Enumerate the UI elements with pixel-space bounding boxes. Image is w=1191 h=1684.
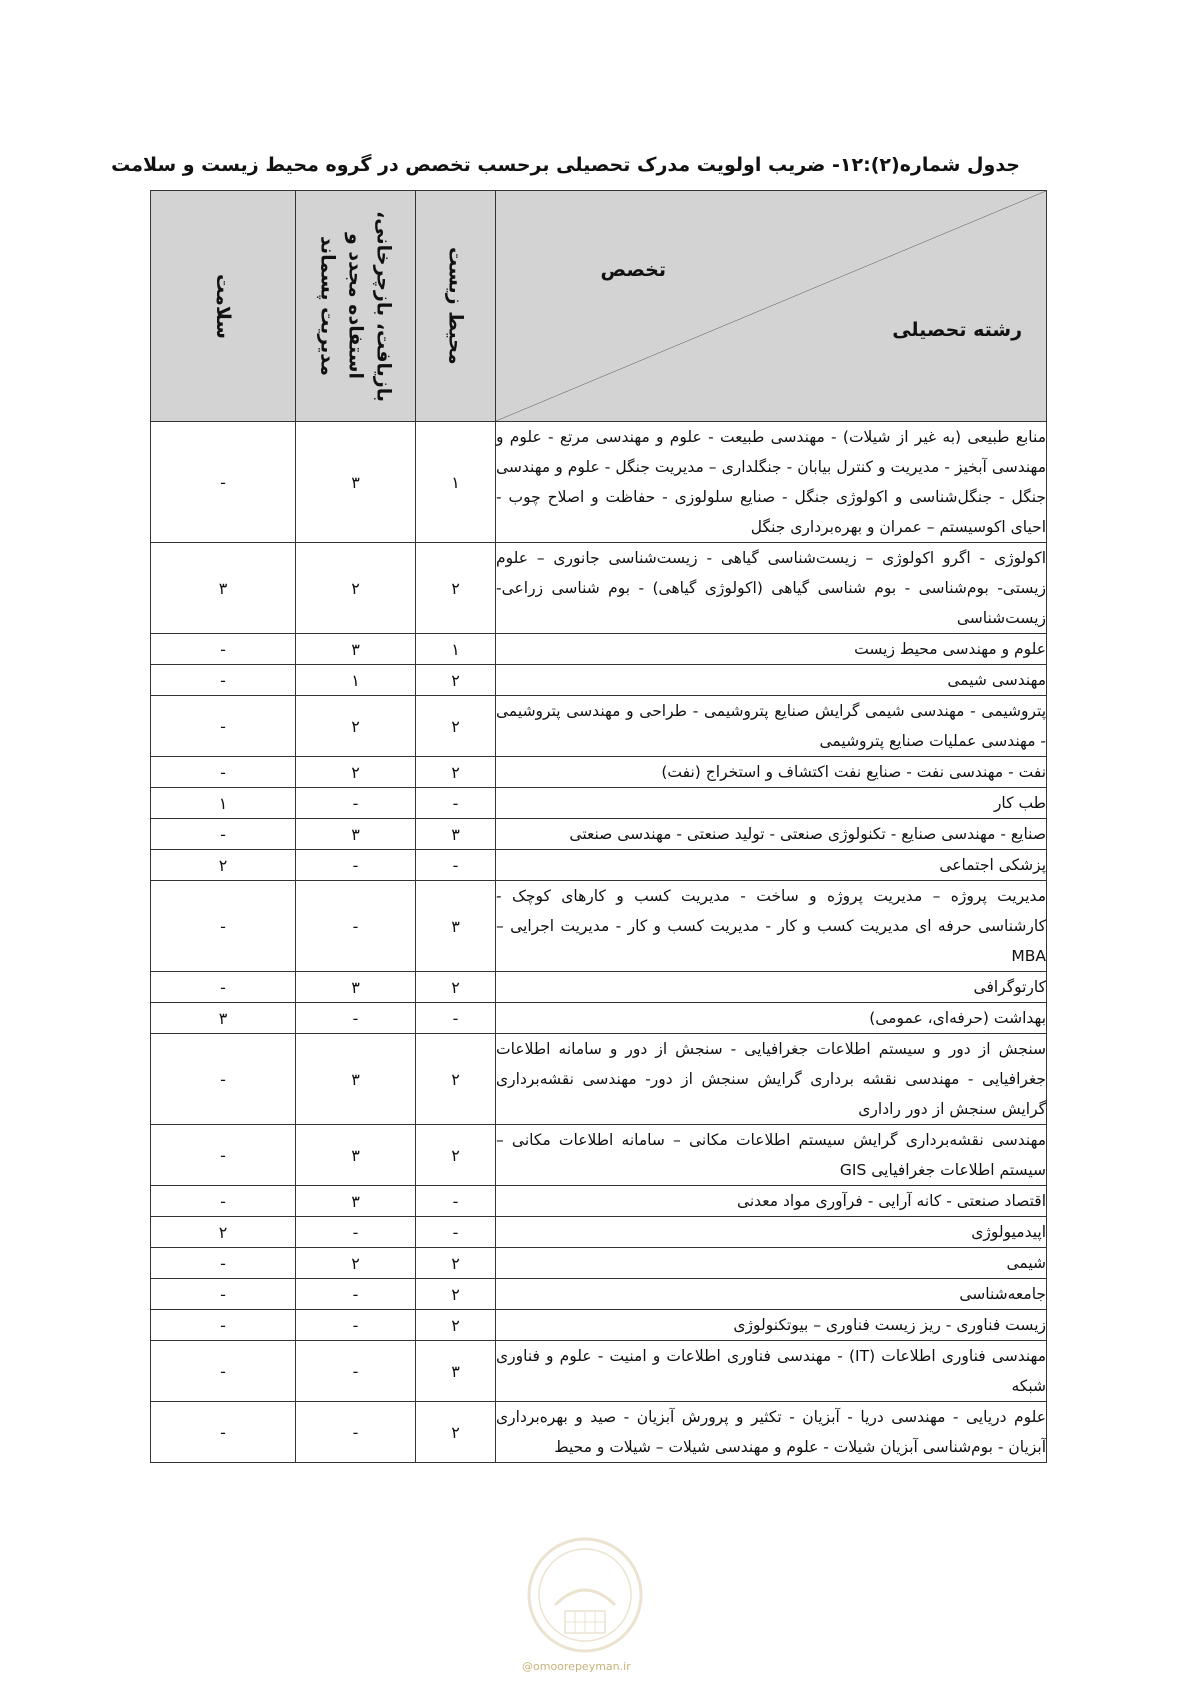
health-value-cell: ۲ [151,850,296,881]
header-health [151,191,296,422]
table-row [151,1217,1047,1248]
health-value-cell: - [151,757,296,788]
table-header-row [151,191,1047,422]
field-cell: سنجش از دور و سیستم اطلاعات جغرافیایی - سنجش از دور و سامانه اطلاعات جغرافیایی - مهندسی نقشه برداری گرایش سنجش از دور- مهندسی نقشه‌برداری گرایش سنجش از دور راداری [496,1034,1047,1125]
health-value-cell: ۳ [151,543,296,634]
waste-value-cell: - [296,881,416,972]
table-row [151,1279,1047,1310]
env-value-cell: ۲ [416,543,496,634]
field-cell: اپیدمیولوژی [496,1217,1047,1248]
field-cell: کارتوگرافی [496,972,1047,1003]
field-cell: اقتصاد صنعتی - کانه آرایی - فرآوری مواد معدنی [496,1186,1047,1217]
waste-value-cell: ۳ [296,422,416,543]
waste-value-cell: - [296,1217,416,1248]
env-value-cell: ۲ [416,1034,496,1125]
waste-value-cell: ۲ [296,1248,416,1279]
seal-watermark-icon [525,1535,645,1655]
env-value-cell: ۳ [416,819,496,850]
health-value-cell: - [151,1279,296,1310]
table-row [151,757,1047,788]
field-cell: منابع طبیعی (به غیر از شیلات) - مهندسی طبیعت - علوم و مهندسی مرتع - علوم و مهندسی آبخیز - مدیریت و کنترل بیابان - جنگلداری – مدیریت جنگل - علوم و مهندسی جنگل - جنگل‌شناسی و اکولوژی جنگل - صنایع سلولوزی - حفاظت و اصلاح چوب - احیای اکوسیستم – عمران و بهره‌برداری جنگل [496,422,1047,543]
env-value-cell: ۲ [416,972,496,1003]
env-value-cell: ۲ [416,1310,496,1341]
waste-value-cell: ۳ [296,634,416,665]
header-env-label: محیط زیست [444,247,467,365]
field-cell: علوم و مهندسی محیط زیست [496,634,1047,665]
env-value-cell: - [416,1217,496,1248]
field-cell: شیمی [496,1248,1047,1279]
field-cell: صنایع - مهندسی صنایع - تکنولوژی صنعتی - تولید صنعتی - مهندسی صنعتی [496,819,1047,850]
health-value-cell: - [151,696,296,757]
env-value-cell: - [416,850,496,881]
waste-value-cell: ۳ [296,972,416,1003]
health-value-cell: - [151,634,296,665]
table-row [151,1125,1047,1186]
waste-value-cell: ۳ [296,1125,416,1186]
table-row [151,1341,1047,1402]
priority-table [150,190,1047,1463]
field-cell: مهندسی نقشه‌برداری گرایش سیستم اطلاعات مکانی – سامانه اطلاعات مکانی – سیستم اطلاعات جغرافیایی GIS [496,1125,1047,1186]
table-row [151,665,1047,696]
header-env [416,191,496,422]
waste-value-cell: - [296,1310,416,1341]
table-row [151,1310,1047,1341]
env-value-cell: ۲ [416,1248,496,1279]
env-value-cell: - [416,788,496,819]
health-value-cell: - [151,1125,296,1186]
table-row [151,881,1047,972]
field-cell: علوم دریایی - مهندسی دریا - آبزیان - تکثیر و پرورش آبزیان - صید و بهره‌برداری آبزیان - بوم‌شناسی آبزیان شیلات - علوم و مهندسی شیلات – شیلات و محیط [496,1402,1047,1463]
waste-value-cell: ۳ [296,1186,416,1217]
header-waste [296,191,416,422]
env-value-cell: ۲ [416,1402,496,1463]
waste-value-cell: ۲ [296,757,416,788]
field-cell: طب کار [496,788,1047,819]
field-cell: مدیریت پروژه – مدیریت پروژه و ساخت - مدیریت کسب و کارهای کوچک - کارشناسی حرفه ای مدیریت کسب و کار - مدیریت کسب و کار - مدیریت اجرایی – MBA [496,881,1047,972]
field-cell: پزشکی اجتماعی [496,850,1047,881]
page-title: جدول شماره(۲):۱۲- ضریب اولویت مدرک تحصیلی برحسب تخصص در گروه محیط زیست و سلامت [111,154,1020,176]
health-value-cell: ۳ [151,1003,296,1034]
health-value-cell: ۲ [151,1217,296,1248]
waste-value-cell: ۲ [296,696,416,757]
env-value-cell: ۱ [416,422,496,543]
header-specialty: تخصص [600,259,667,281]
header-field: رشته تحصیلی [892,319,1023,341]
waste-value-cell: - [296,1279,416,1310]
env-value-cell: ۲ [416,757,496,788]
env-value-cell: - [416,1186,496,1217]
health-value-cell: - [151,1186,296,1217]
table-row [151,819,1047,850]
header-waste-line1: بازیافت، بازچرخانی، [372,210,395,402]
health-value-cell: - [151,819,296,850]
header-waste-line2: استفاده مجدد و [344,233,367,379]
waste-value-cell: ۲ [296,543,416,634]
health-value-cell: - [151,881,296,972]
env-value-cell: ۳ [416,1341,496,1402]
health-value-cell: - [151,972,296,1003]
health-value-cell: - [151,1402,296,1463]
env-value-cell: ۲ [416,1279,496,1310]
env-value-cell: ۲ [416,1125,496,1186]
env-value-cell: ۲ [416,696,496,757]
table-row [151,972,1047,1003]
waste-value-cell: ۱ [296,665,416,696]
diagonal-header-cell [496,191,1047,422]
header-health-label: سلامت [212,273,234,339]
table-row [151,1186,1047,1217]
waste-value-cell: - [296,788,416,819]
table-body [151,422,1047,1463]
field-cell: مهندسی فناوری اطلاعات (IT) - مهندسی فناوری اطلاعات و امنیت - علوم و فناوری شبکه [496,1341,1047,1402]
health-value-cell: - [151,1248,296,1279]
waste-value-cell: ۳ [296,1034,416,1125]
waste-value-cell: - [296,850,416,881]
health-value-cell: - [151,1341,296,1402]
health-value-cell: ۱ [151,788,296,819]
waste-value-cell: ۳ [296,819,416,850]
table-row [151,1034,1047,1125]
health-value-cell: - [151,665,296,696]
health-value-cell: - [151,422,296,543]
table-row [151,850,1047,881]
header-waste-line3: مدیریت پسماند [316,235,339,376]
field-cell: جامعه‌شناسی [496,1279,1047,1310]
field-cell: بهداشت (حرفه‌ای، عمومی) [496,1003,1047,1034]
env-value-cell: ۲ [416,665,496,696]
field-cell: پتروشیمی - مهندسی شیمی گرایش صنایع پتروشیمی - طراحی و مهندسی پتروشیمی - مهندسی عملیات صنایع پتروشیمی [496,696,1047,757]
field-cell: اکولوژی - اگرو اکولوژی – زیست‌شناسی گیاهی - زیست‌شناسی جانوری – علوم زیستی- بوم‌شناسی - بوم شناسی گیاهی (اکولوژی گیاهی) - بوم شناسی زراعی- زیست‌شناسی [496,543,1047,634]
waste-value-cell: - [296,1402,416,1463]
waste-value-cell: - [296,1003,416,1034]
table-row [151,696,1047,757]
table-row [151,634,1047,665]
health-value-cell: - [151,1034,296,1125]
field-cell: زیست فناوری - ریز زیست فناوری – بیوتکنولوژی [496,1310,1047,1341]
field-cell: نفت - مهندسی نفت - صنایع نفت اکتشاف و استخراج (نفت) [496,757,1047,788]
field-cell: مهندسی شیمی [496,665,1047,696]
watermark-url: @omoorepeyman.ir [522,1660,631,1673]
env-value-cell: - [416,1003,496,1034]
table-row [151,1248,1047,1279]
table-row [151,1003,1047,1034]
diagonal-line [496,191,1046,421]
table-row [151,422,1047,543]
table-row [151,1402,1047,1463]
health-value-cell: - [151,1310,296,1341]
env-value-cell: ۱ [416,634,496,665]
table-row [151,543,1047,634]
env-value-cell: ۳ [416,881,496,972]
table-row [151,788,1047,819]
waste-value-cell: - [296,1341,416,1402]
